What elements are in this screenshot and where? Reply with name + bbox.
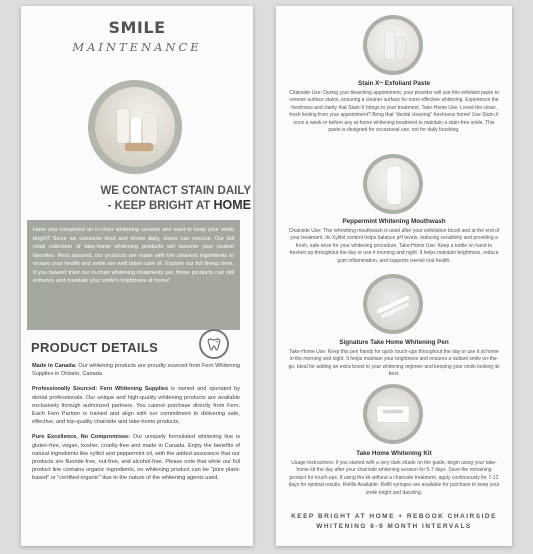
product-description: Usage Instructions: If you started with a very dark shade on the guide, begin using your take-home kit the day after your chairside whitening session for 5-7 days. Save the remaining product for touch-ups. If using the kit without a chairside treatment, apply continuously for 7-12 days for optimal results. Refills Available: Refill syringes are available for purchase to keep your smile bright and dazzling. [288, 460, 500, 496]
product-details-body [32, 362, 240, 490]
stain-x-paste-image [363, 15, 423, 75]
footer-line-2: WHITENING 6-9 MONTH INTERVALS [316, 523, 472, 530]
tooth-icon [199, 329, 229, 359]
product-details-title: PRODUCT DETAILS [31, 340, 159, 355]
hero-product-image [88, 80, 182, 174]
product-description: Chairside Use: During your bleaching appointment, your provider will use this exfoliant paste to remove surface stains, ensuring a cleaner surface for more effective whitening. Experience the freshness and clarity that Stain-X brings to your treatment. Take-Home Use: Loved the clean, fresh feeling from your appointment? Bring that "dental cleaning" freshness home! Use Stain-X once a week or before any at-home whitening treatment to maintain a stain-free smile. This paste is designed for occasional use, not for daily brushing. [289, 90, 499, 134]
product-description: Chairside Use: This refreshing mouthwash is used after your exfoliation brush and at the end of your treatment. Its Xylitol content helps balance pH levels, reducing sensitivity and providing a fresh, safe rinse for your whitening procedure. Take-Home Use: Keep a bottle on hand to freshen up throughout the day or use it morning and night. It helps maintain brightness, reduce gum inflammation, and supports overall oral health. [288, 228, 500, 264]
footer-tagline [276, 512, 512, 532]
headline-line-1: WE CONTACT STAIN DAILY [100, 185, 251, 197]
headline-line-2-prefix: - KEEP BRIGHT AT [107, 200, 211, 212]
product-description: Take-Home Use: Keep this pen handy for quick touch-ups throughout the day or use it at home in the morning and night. It helps maintain your brightness and ensures a radiant smile on-the-go. Ideal for adding an extra boost to your whitening regimen and keeping your smile looking its best. [288, 349, 500, 378]
detail-made-in-canada: Made in Canada: Our whitening products are proudly sourced from Fern Whitening Supplies in Ontario, Canada [32, 363, 241, 378]
brand-title: SMILE [108, 18, 166, 37]
left-flyer-panel [21, 6, 253, 546]
intro-text-box: Have you completed an in-chair whitening session and want to keep your smile bright? Since we consume food and drinks daily, stains can reoccur. Our full retail collection of take-home whitening products will become your routine favorites. Rest assured, our products are made with the cleanest ingredients to ensure your health and smile are well taken care of. Explore our full lineup here. If you haven't tried our in-chair whitening treatments yet, these products can still enhance and maintain your smile's brightness at home! [27, 220, 240, 330]
mouthwash-image [363, 154, 423, 214]
whitening-kit-image [363, 384, 423, 444]
headline-home: HOME [213, 198, 251, 212]
product-title: Peppermint Whitening Mouthwash [342, 218, 446, 225]
detail-professionally-sourced: Professionally Sourced: Fern Whitening Supplies is owned and operated by dental professionals. Our unique and high-quality whitening products are available exclusively through authorized partners. You cannot purchase directly from Fern. Each Fern Partner is trained and align with our commitment to delivering safe, effective, and top-quality chairside and take-home products. [32, 386, 240, 426]
product-title: Take Home Whitening Kit [356, 450, 432, 457]
footer-line-1: KEEP BRIGHT AT HOME + REBOOK CHAIRSIDE [291, 513, 497, 520]
brand-subtitle: MAINTENANCE [72, 40, 202, 54]
whitening-pen-image [363, 274, 423, 334]
right-flyer-panel [276, 6, 512, 546]
headline [71, 184, 251, 213]
product-title: Stain X~ Exfoliant Paste [358, 80, 430, 87]
headline-line-2 [71, 198, 251, 213]
detail-pure-excellence: Pure Excellence, No Compromises: Our uniquely formulated whitening line is gluten-free, vegan, kosher, cruelty-free and made in Canada. Enjoy the benefits of natural ingredients like xylitol and peppermint oil, with the added assurance that our products are fluoride-free, nut-free, and alcohol-free. Please note that while our full product line contains organic ingredients, no whitening product can be "pure plant-based" or "certified organic" due to the nature of the whitening agents used. [32, 434, 240, 482]
product-title: Signature Take Home Whitening Pen [339, 339, 449, 346]
